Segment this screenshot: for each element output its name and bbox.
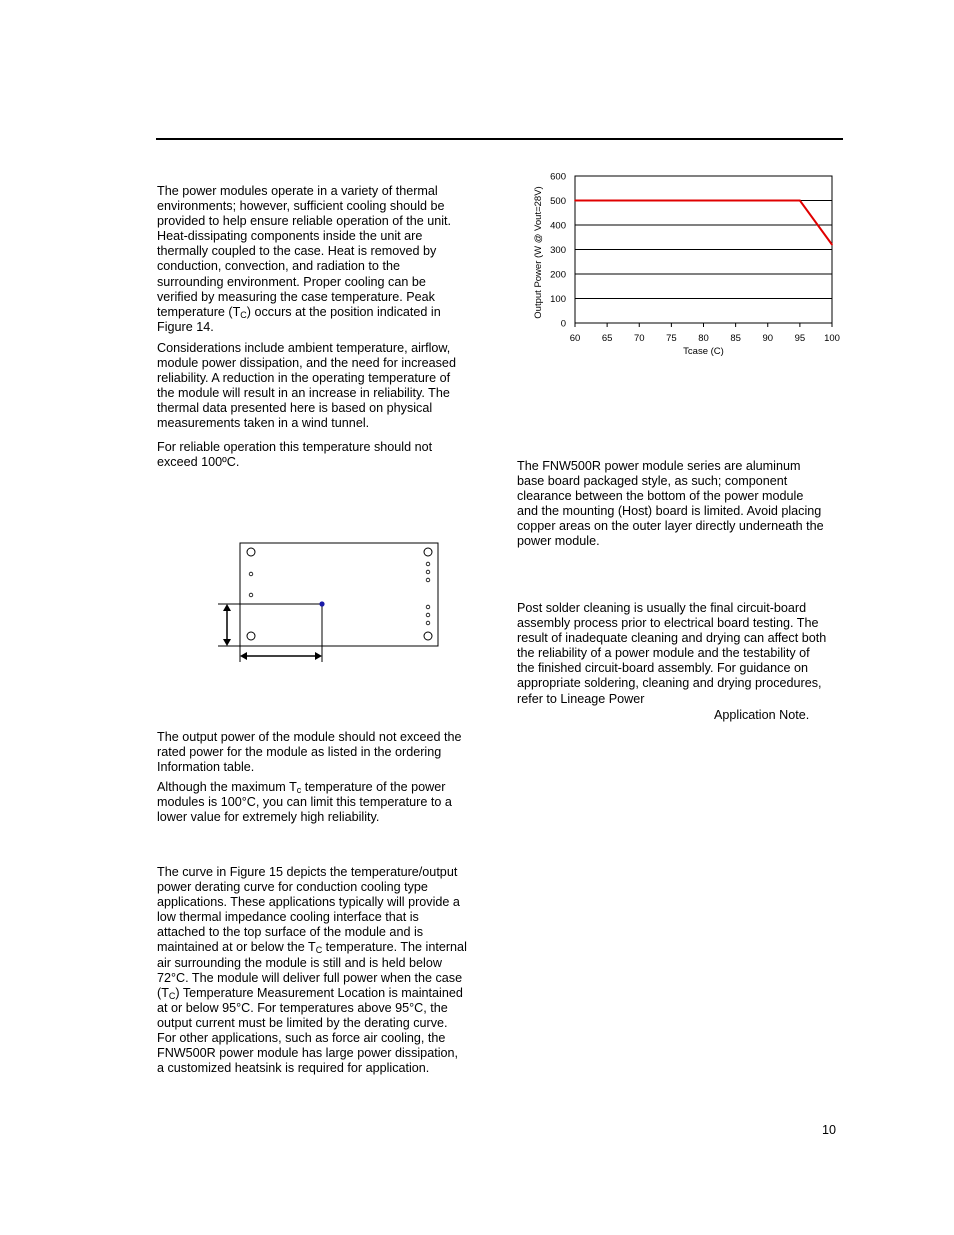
- text-line: low thermal impedance cooling interface that is: [157, 910, 419, 925]
- text-run: ) occurs at the position indicated in: [246, 304, 441, 319]
- chart-grid: [575, 176, 832, 323]
- x-tick-label: 85: [730, 333, 741, 344]
- text-line: a customized heatsink is required for application.: [157, 1061, 430, 1076]
- x-tick-label: 60: [569, 333, 581, 344]
- text-line: The FNW500R power module series are aluminum: [517, 459, 801, 473]
- text-line: environments; however, sufficient cooling should be: [157, 199, 445, 214]
- text-line: at or below 95°C. For temperatures above 95°C, the: [157, 1000, 448, 1015]
- series-point: [799, 200, 801, 202]
- text-line: reliability. A reduction in the operating temperature of: [157, 371, 451, 386]
- text-line: rated power for the module as listed in the ordering: [157, 745, 442, 760]
- text-line: The output power of the module should not exceed the: [157, 730, 462, 744]
- text-line: power derating curve for conduction cooling type: [157, 880, 428, 895]
- y-axis-label: Output Power (W @ Vout=28V): [533, 186, 544, 319]
- text-line: For reliable operation this temperature should not: [157, 440, 433, 454]
- text-line: and the mounting (Host) board is limited. Avoid placing: [517, 504, 822, 519]
- text-line: copper areas on the outer layer directly underneath the: [517, 519, 824, 534]
- y-tick-label: 600: [550, 171, 566, 183]
- text-line: appropriate soldering, cleaning and drying procedures,: [517, 676, 822, 691]
- series-points: [574, 200, 833, 246]
- x-tick-label: 65: [601, 333, 613, 344]
- text-line: surrounding environment. Proper cooling can be: [157, 274, 426, 289]
- subscript: C: [168, 990, 176, 1001]
- text-line: output current must be limited by the derating curve.: [157, 1015, 448, 1030]
- text-line: lower value for extremely high reliability.: [157, 810, 380, 825]
- text-line: refer to Lineage Power: [517, 691, 645, 706]
- x-axis-label: Tcase (C): [683, 346, 724, 357]
- text-line: verified by measuring the case temperature. Peak: [157, 289, 435, 304]
- y-tick-label: 300: [550, 245, 566, 256]
- text-line: Information table.: [157, 760, 255, 775]
- text-line: the reliability of a power module and the testability of: [517, 646, 810, 661]
- text-line: FNW500R power module has large power dissipation,: [157, 1046, 458, 1061]
- text-line: Post solder cleaning is usually the final circuit-board: [517, 601, 807, 615]
- page-number: 10: [822, 1123, 837, 1137]
- text-line: exceed 100ºC.: [157, 455, 240, 470]
- x-tick-label: 70: [633, 333, 645, 344]
- y-tick-label: 400: [550, 220, 566, 232]
- application-note-text: Application Note.: [714, 708, 810, 722]
- text-line: module power dissipation, and the need for increased: [157, 356, 456, 371]
- text-line: The curve in Figure 15 depicts the temperature/output: [157, 865, 458, 879]
- text-line: thermally coupled to the case. Heat is removed by: [157, 244, 437, 259]
- text-line: conduction, convection, and radiation to the: [157, 259, 400, 274]
- subscript: C: [315, 945, 323, 956]
- series-point: [574, 200, 576, 202]
- text-line: result of inadequate cleaning and drying can affect both: [517, 631, 827, 646]
- text-run: temperature of the power: [301, 780, 446, 794]
- text-line: applications. These applications typically will provide a: [157, 895, 460, 910]
- text-line: the module will result in an increase in reliability. The: [157, 386, 450, 401]
- text-line: measurements taken in a wind tunnel.: [157, 416, 370, 431]
- x-tick-label: 80: [698, 333, 709, 344]
- output-power-series-line: [575, 201, 832, 245]
- text-run: temperature (T: [157, 304, 241, 319]
- y-tick-label: 500: [550, 196, 566, 207]
- y-tick-label: 100: [550, 294, 566, 305]
- y-axis-ticks: [550, 172, 566, 330]
- text-line: attached to the top surface of the module and is: [157, 925, 424, 940]
- text-line: power module.: [517, 534, 600, 549]
- x-tick-label: 75: [666, 333, 677, 344]
- x-axis-ticks: [570, 323, 840, 344]
- text-line: the finished circuit-board assembly. For guidance on: [517, 661, 808, 676]
- text-line: clearance between the bottom of the power module: [517, 489, 804, 504]
- x-tick-label: 95: [794, 333, 806, 344]
- text-line: Figure 14.: [157, 319, 214, 334]
- text-line: assembly process prior to electrical board testing. The: [517, 616, 819, 631]
- text-line: provided to help ensure reliable operation of the unit.: [157, 214, 452, 229]
- text-line: The power modules operate in a variety of thermal: [157, 184, 438, 198]
- text-line: For other applications, such as force air cooling, the: [157, 1031, 446, 1046]
- text-run: ) Temperature Measurement Location is maintained: [175, 985, 463, 1000]
- text-line: modules is 100°C, you can limit this temperature to a: [157, 795, 452, 810]
- text-line: thermal data presented here is based on physical: [157, 401, 433, 416]
- series-point: [831, 244, 833, 246]
- subscript: C: [240, 309, 247, 320]
- text-line: Heat-dissipating components inside the unit are: [157, 229, 423, 244]
- x-tick-label: 90: [762, 333, 774, 344]
- text-line: base board packaged style, as such; component: [517, 474, 788, 489]
- text-run: temperature. The internal: [322, 940, 467, 955]
- y-tick-label: 0: [560, 318, 566, 330]
- x-tick-label: 100: [824, 333, 840, 344]
- text-line: Considerations include ambient temperature, airflow,: [157, 341, 451, 355]
- text-run: Although the maximum T: [157, 780, 297, 794]
- text-run: maintained at or below the T: [157, 940, 316, 955]
- text-run: (T: [157, 985, 169, 1000]
- y-tick-label: 200: [550, 269, 566, 281]
- text-line: air surrounding the module is still and is held below: [157, 955, 442, 970]
- text-line: 72°C. The module will deliver full power when the case: [157, 970, 463, 985]
- subscript: c: [296, 785, 302, 795]
